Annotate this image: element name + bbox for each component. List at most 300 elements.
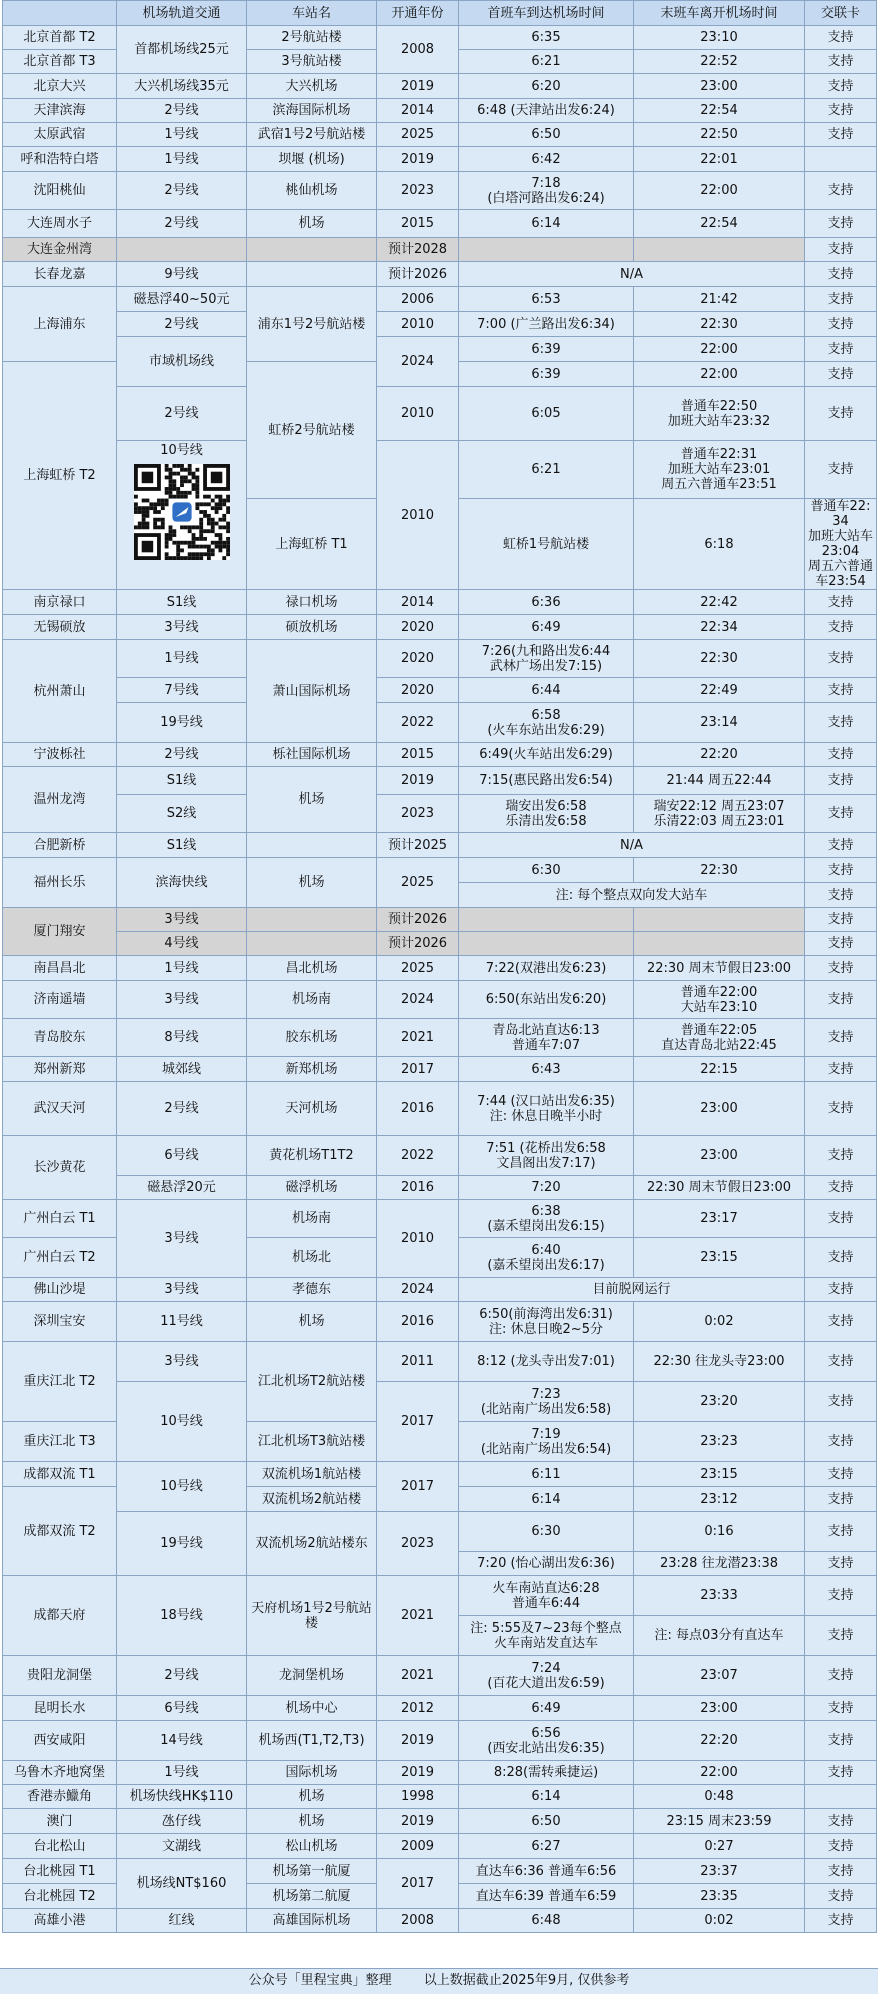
table-cell	[3, 858, 117, 908]
table-cell	[459, 1656, 634, 1696]
table-cell	[247, 1422, 377, 1462]
table-cell	[3, 74, 117, 99]
cell-text: 城郊线	[161, 1061, 201, 1077]
table-cell	[634, 387, 805, 441]
table-cell	[805, 238, 877, 262]
footer-disclaimer: 以上数据截止2025年9月, 仅供参考	[423, 1973, 630, 1988]
cell-text: 高雄国际机场	[272, 1913, 351, 1928]
cell-text: 直达车6:36 普通车6:56	[475, 1863, 617, 1879]
table-cell	[634, 956, 805, 981]
cell-text: 23:23	[700, 1434, 738, 1449]
cell-text: 成都双流 T1	[23, 1466, 96, 1482]
cell-text: 6:30	[531, 1524, 561, 1539]
table-cell	[117, 1696, 247, 1721]
cell-text: 6:36	[531, 594, 561, 610]
table-cell	[117, 147, 247, 172]
cell-text: S2线	[166, 806, 197, 821]
table-cell	[634, 1761, 805, 1785]
cell-text: 机场	[298, 1314, 325, 1329]
cell-text: 长春龙嘉	[33, 266, 86, 282]
cell-text: 7:23 (北站南广场出发6:58)	[480, 1386, 612, 1417]
cell-text: 2009	[400, 1838, 435, 1854]
table-cell	[459, 1909, 634, 1933]
cell-text: 6:05	[531, 406, 561, 421]
cell-text: 支持	[827, 773, 854, 788]
cell-text: 滨海国际机场	[272, 103, 351, 118]
cell-text: 桃仙机场	[285, 183, 338, 198]
cell-text: S1线	[166, 594, 197, 610]
table-cell	[377, 1512, 459, 1576]
table-cell	[459, 615, 634, 640]
cell-text: 大兴机场线35元	[134, 78, 229, 94]
table-cell	[117, 74, 247, 99]
cell-text: 机场南	[291, 992, 331, 1007]
table-cell	[247, 1785, 377, 1809]
table-cell	[117, 1721, 247, 1761]
cell-text: 3号线	[164, 992, 199, 1007]
header-last-train: 末班车离开机场时间	[634, 1, 805, 26]
table-cell	[459, 1019, 634, 1057]
table-cell	[805, 1809, 877, 1834]
table-cell	[805, 210, 877, 238]
cell-text: 北京大兴	[33, 78, 86, 94]
cell-text: 机场南	[291, 1211, 331, 1226]
table-row	[3, 312, 877, 337]
table-row	[3, 640, 877, 678]
table-cell	[117, 441, 247, 590]
table-row	[3, 678, 877, 703]
table-cell	[805, 1909, 877, 1933]
table-cell	[634, 858, 805, 883]
header-transit-card: 交联卡	[805, 1, 877, 26]
table-cell	[3, 1136, 117, 1200]
table-cell	[459, 1302, 634, 1342]
table-cell	[805, 1576, 877, 1616]
table-cell	[805, 74, 877, 99]
table-row	[3, 262, 877, 287]
cell-text: 支持	[827, 316, 854, 332]
table-cell	[117, 1019, 247, 1057]
cell-text: 支持	[827, 216, 854, 231]
table-cell	[459, 312, 634, 337]
table-cell	[247, 1809, 377, 1834]
table-cell	[634, 1238, 805, 1278]
cell-text: 支持	[827, 291, 854, 307]
table-cell	[377, 1019, 459, 1057]
table-cell	[377, 858, 459, 908]
table-cell	[377, 1761, 459, 1785]
cell-text: 2011	[400, 1354, 435, 1369]
table-cell	[377, 1656, 459, 1696]
table-cell	[3, 262, 117, 287]
table-cell	[634, 743, 805, 767]
cell-text: 高雄小港	[33, 1913, 86, 1928]
table-cell	[459, 1238, 634, 1278]
cell-text: 支持	[827, 366, 854, 382]
table-cell	[377, 1809, 459, 1834]
table-body	[3, 26, 877, 1933]
table-cell	[634, 337, 805, 362]
cell-text: 11号线	[160, 1314, 203, 1329]
table-cell	[805, 795, 877, 833]
cell-text: 0:02	[704, 1314, 734, 1329]
cell-text: 机场	[298, 875, 325, 890]
table-cell	[247, 1238, 377, 1278]
table-cell	[634, 362, 805, 387]
table-cell	[3, 50, 117, 74]
cell-text: 1号线	[164, 1765, 199, 1780]
table-cell	[377, 210, 459, 238]
table-cell	[805, 1057, 877, 1082]
cell-text: 2019	[400, 151, 435, 167]
table-row	[3, 1909, 877, 1933]
cell-text: 支持	[827, 1813, 854, 1829]
table-cell	[247, 26, 377, 50]
cell-text: 支持	[827, 103, 854, 118]
table-row	[3, 26, 877, 50]
table-cell	[377, 312, 459, 337]
header-first-train: 首班车到达机场时间	[459, 1, 634, 26]
cell-text: 支持	[827, 1250, 854, 1265]
cell-text: 6:44	[531, 682, 561, 698]
cell-text: 8:12 (龙头寺出发7:01)	[477, 1354, 615, 1369]
cell-text: 2024	[400, 992, 435, 1007]
cell-text: 22:54	[700, 103, 738, 118]
table-cell	[634, 1019, 805, 1057]
cell-text: 2008	[400, 42, 435, 57]
cell-text: 支持	[827, 1030, 854, 1045]
cell-text: 22:49	[700, 682, 738, 698]
table-cell	[117, 337, 247, 387]
table-cell	[805, 703, 877, 743]
table-row	[3, 74, 877, 99]
table-row	[3, 1721, 877, 1761]
cell-text: 2021	[400, 1668, 435, 1683]
cell-text: 2010	[400, 507, 435, 523]
table-cell	[117, 210, 247, 238]
table-cell	[3, 99, 117, 123]
cell-text: 机场线NT$160	[136, 1876, 227, 1891]
cell-text: 23:15 周末23:59	[666, 1813, 772, 1829]
table-cell	[377, 767, 459, 795]
table-cell	[247, 1019, 377, 1057]
table-cell	[634, 50, 805, 74]
table-cell	[459, 238, 634, 262]
cell-text: 预计2026	[387, 912, 448, 927]
table-cell	[805, 1859, 877, 1884]
cell-text: 昌北机场	[285, 960, 338, 976]
cell-text: N/A	[620, 837, 643, 853]
cell-text: 2025	[400, 127, 435, 142]
table-row	[3, 1656, 877, 1696]
cell-text: 黄花机场T1T2	[269, 1148, 354, 1163]
cell-text: 西安咸阳	[33, 1733, 86, 1748]
table-row	[3, 1302, 877, 1342]
table-cell	[247, 123, 377, 147]
cell-text: 22:30	[700, 316, 738, 332]
cell-text: 6:49	[531, 619, 561, 635]
table-cell	[634, 590, 805, 615]
cell-text: 2021	[400, 1608, 435, 1623]
table-cell	[3, 1761, 117, 1785]
cell-text: 支持	[827, 30, 854, 45]
table-cell	[3, 210, 117, 238]
table-row	[3, 1859, 877, 1884]
cell-text: 文湖线	[161, 1838, 201, 1854]
table-cell	[117, 1859, 247, 1909]
cell-text: 2010	[400, 1231, 435, 1246]
table-cell	[3, 287, 117, 362]
cell-text: 6:48 (天津站出发6:24)	[477, 103, 615, 118]
cell-text: 机场中心	[285, 1700, 338, 1716]
cell-text: 普通车22:00 大站车23:10	[680, 984, 758, 1015]
table-cell	[634, 1576, 805, 1616]
cell-text: 2015	[400, 216, 435, 231]
cell-text: 支持	[827, 1863, 854, 1879]
table-cell	[247, 362, 377, 499]
table-cell	[377, 1278, 459, 1302]
table-cell	[459, 1176, 634, 1200]
table-cell	[247, 50, 377, 74]
table-cell	[3, 981, 117, 1019]
cell-text: 支持	[827, 1588, 854, 1603]
table-cell	[377, 1082, 459, 1136]
cell-text: 6:35	[531, 30, 561, 45]
table-cell	[377, 678, 459, 703]
cell-text: 10号线	[160, 443, 203, 458]
cell-text: 支持	[827, 1524, 854, 1539]
table-cell	[247, 210, 377, 238]
table-cell	[634, 441, 805, 499]
cell-text: 2019	[400, 773, 435, 788]
table-cell	[377, 956, 459, 981]
table-cell	[377, 287, 459, 312]
table-cell	[117, 1200, 247, 1278]
table-cell	[634, 1721, 805, 1761]
table-cell	[459, 640, 634, 678]
table-cell	[247, 1512, 377, 1576]
cell-text: 直达车6:39 普通车6:59	[475, 1888, 617, 1904]
cell-text: 注: 每个整点双向发大站车	[555, 887, 708, 903]
table-cell	[377, 1136, 459, 1176]
table-cell	[459, 1552, 634, 1576]
table-cell	[459, 499, 634, 590]
table-cell	[117, 640, 247, 678]
table-cell	[634, 210, 805, 238]
table-cell	[805, 337, 877, 362]
cell-text: 支持	[827, 1668, 854, 1683]
cell-text: 6:21	[531, 462, 561, 477]
table-cell	[377, 26, 459, 74]
table-cell	[377, 238, 459, 262]
cell-text: 支持	[827, 1466, 854, 1482]
cell-text: 支持	[827, 406, 854, 421]
table-cell	[805, 1834, 877, 1859]
cell-text: 2014	[400, 594, 435, 610]
table-cell	[117, 26, 247, 74]
table-row	[3, 795, 877, 833]
table-cell	[805, 1696, 877, 1721]
table-cell	[247, 147, 377, 172]
cell-text: 8:28(需转乘捷运)	[493, 1765, 599, 1780]
cell-text: 沈阳桃仙	[33, 183, 86, 198]
table-cell	[459, 1576, 634, 1616]
cell-text: 机场第二航厦	[272, 1888, 351, 1904]
cell-text: 双流机场2航站楼	[261, 1491, 362, 1507]
table-cell	[459, 590, 634, 615]
header-rail-line: 机场轨道交通	[117, 1, 247, 26]
cell-text: 2014	[400, 103, 435, 118]
table-row	[3, 1785, 877, 1809]
cell-text: 7:51 (花桥出发6:58 文昌阁出发7:17)	[486, 1140, 606, 1171]
table-cell	[3, 1909, 117, 1933]
table-cell	[459, 1616, 634, 1656]
table-row	[3, 123, 877, 147]
cell-text: 2016	[400, 1180, 435, 1195]
cell-text: 6:27	[531, 1838, 561, 1854]
cell-text: 孝德东	[291, 1282, 331, 1297]
cell-text: 2025	[400, 875, 435, 890]
table-cell	[3, 743, 117, 767]
table-row	[3, 1342, 877, 1382]
cell-text: 广州白云 T1	[23, 1211, 96, 1226]
table-cell	[805, 50, 877, 74]
cell-text: 支持	[827, 1765, 854, 1780]
cell-text: 贵阳龙洞堡	[26, 1668, 92, 1683]
table-cell	[459, 932, 634, 956]
cell-text: 6:21	[531, 54, 561, 69]
cell-text: 2012	[400, 1700, 435, 1716]
table-cell	[247, 1278, 377, 1302]
table-cell	[117, 1785, 247, 1809]
table-cell	[377, 908, 459, 932]
table-cell	[805, 956, 877, 981]
cell-text: 6:50	[531, 127, 561, 142]
cell-text: 坝堰 (机场)	[278, 151, 345, 167]
cell-text: 支持	[827, 462, 854, 477]
table-cell	[634, 932, 805, 956]
cell-text: 7:15(惠民路出发6:54)	[479, 773, 613, 788]
cell-text: 支持	[827, 912, 854, 927]
table-cell	[459, 1487, 634, 1512]
cell-text: 22:20	[700, 747, 738, 762]
table-cell	[247, 1136, 377, 1176]
cell-text: 支持	[827, 1101, 854, 1116]
table-cell	[634, 238, 805, 262]
cell-text: 机场北	[291, 1250, 331, 1265]
table-cell	[117, 1278, 247, 1302]
cell-text: 机场西(T1,T2,T3)	[258, 1733, 365, 1748]
table-cell	[459, 833, 805, 858]
table-cell	[805, 1512, 877, 1552]
table-row	[3, 1176, 877, 1200]
table-cell	[377, 262, 459, 287]
cell-text: 6:50(东站出发6:20)	[485, 992, 607, 1007]
table-cell	[634, 1656, 805, 1696]
table-cell	[634, 1552, 805, 1576]
table-row	[3, 172, 877, 210]
cell-text: 2号线	[164, 1101, 199, 1116]
table-cell	[377, 1721, 459, 1761]
table-row	[3, 956, 877, 981]
table-cell	[377, 1785, 459, 1809]
cell-text: 2020	[400, 651, 435, 666]
table-cell	[247, 1200, 377, 1238]
table-cell	[805, 615, 877, 640]
table-cell	[634, 795, 805, 833]
cell-text: 3号航站楼	[281, 54, 342, 69]
table-cell	[459, 387, 634, 441]
cell-text: 重庆江北 T3	[23, 1434, 96, 1449]
cell-text: 机场	[298, 792, 325, 807]
cell-text: 6:11	[531, 1466, 561, 1482]
cell-text: 注: 每点03分有直达车	[654, 1628, 784, 1643]
cell-text: 天府机场1号2号航站楼	[251, 1600, 372, 1631]
cell-text: 2006	[400, 291, 435, 307]
cell-text: 虹桥1号航站楼	[502, 536, 590, 552]
table-cell	[459, 1761, 634, 1785]
table-cell	[805, 858, 877, 883]
table-cell	[634, 1200, 805, 1238]
table-cell	[117, 1136, 247, 1176]
table-row	[3, 1382, 877, 1422]
cell-text: 北京首都 T2	[23, 30, 96, 45]
table-cell	[459, 147, 634, 172]
table-cell	[247, 932, 377, 956]
table-cell	[3, 238, 117, 262]
table-cell	[634, 615, 805, 640]
cell-text: 0:27	[704, 1838, 734, 1854]
table-row	[3, 858, 877, 883]
table-cell	[3, 1342, 117, 1422]
cell-text: 武宿1号2号航站楼	[257, 127, 366, 142]
table-cell	[3, 1859, 117, 1884]
cell-text: 支持	[827, 54, 854, 69]
cell-text: 21:44 周五22:44	[666, 773, 772, 788]
cell-text: 1号线	[164, 960, 199, 976]
table-cell	[805, 1200, 877, 1238]
cell-text: 23:35	[700, 1888, 738, 1904]
cell-text: 23:00	[700, 1700, 738, 1716]
table-cell	[459, 956, 634, 981]
cell-text: 6:39	[531, 341, 561, 357]
cell-text: 支持	[827, 1061, 854, 1077]
cell-text: 支持	[827, 1733, 854, 1748]
cell-text: 机场第一航厦	[272, 1863, 351, 1879]
cell-text: 硕放机场	[285, 619, 338, 635]
table-cell	[247, 1487, 377, 1512]
cell-text: 济南遥墙	[33, 992, 86, 1007]
table-cell	[634, 26, 805, 50]
cell-text: 1998	[400, 1789, 435, 1804]
table-cell	[247, 833, 377, 858]
footer-note	[0, 1968, 878, 1994]
table-cell	[634, 1809, 805, 1834]
table-cell	[3, 767, 117, 833]
cell-text: 6:43	[531, 1061, 561, 1077]
table-row	[3, 441, 877, 499]
table-cell	[459, 123, 634, 147]
cell-text: 双流机场2航站楼东	[255, 1536, 368, 1551]
cell-text: 虹桥2号航站楼	[268, 422, 355, 438]
cell-text: 胶东机场	[285, 1030, 338, 1045]
cell-text: 机场	[298, 216, 325, 231]
table-cell	[3, 1462, 117, 1487]
cell-text: S1线	[166, 837, 197, 853]
cell-text: 22:00	[700, 366, 738, 382]
cell-text: 6:53	[531, 291, 561, 307]
cell-text: 0:02	[704, 1913, 734, 1928]
